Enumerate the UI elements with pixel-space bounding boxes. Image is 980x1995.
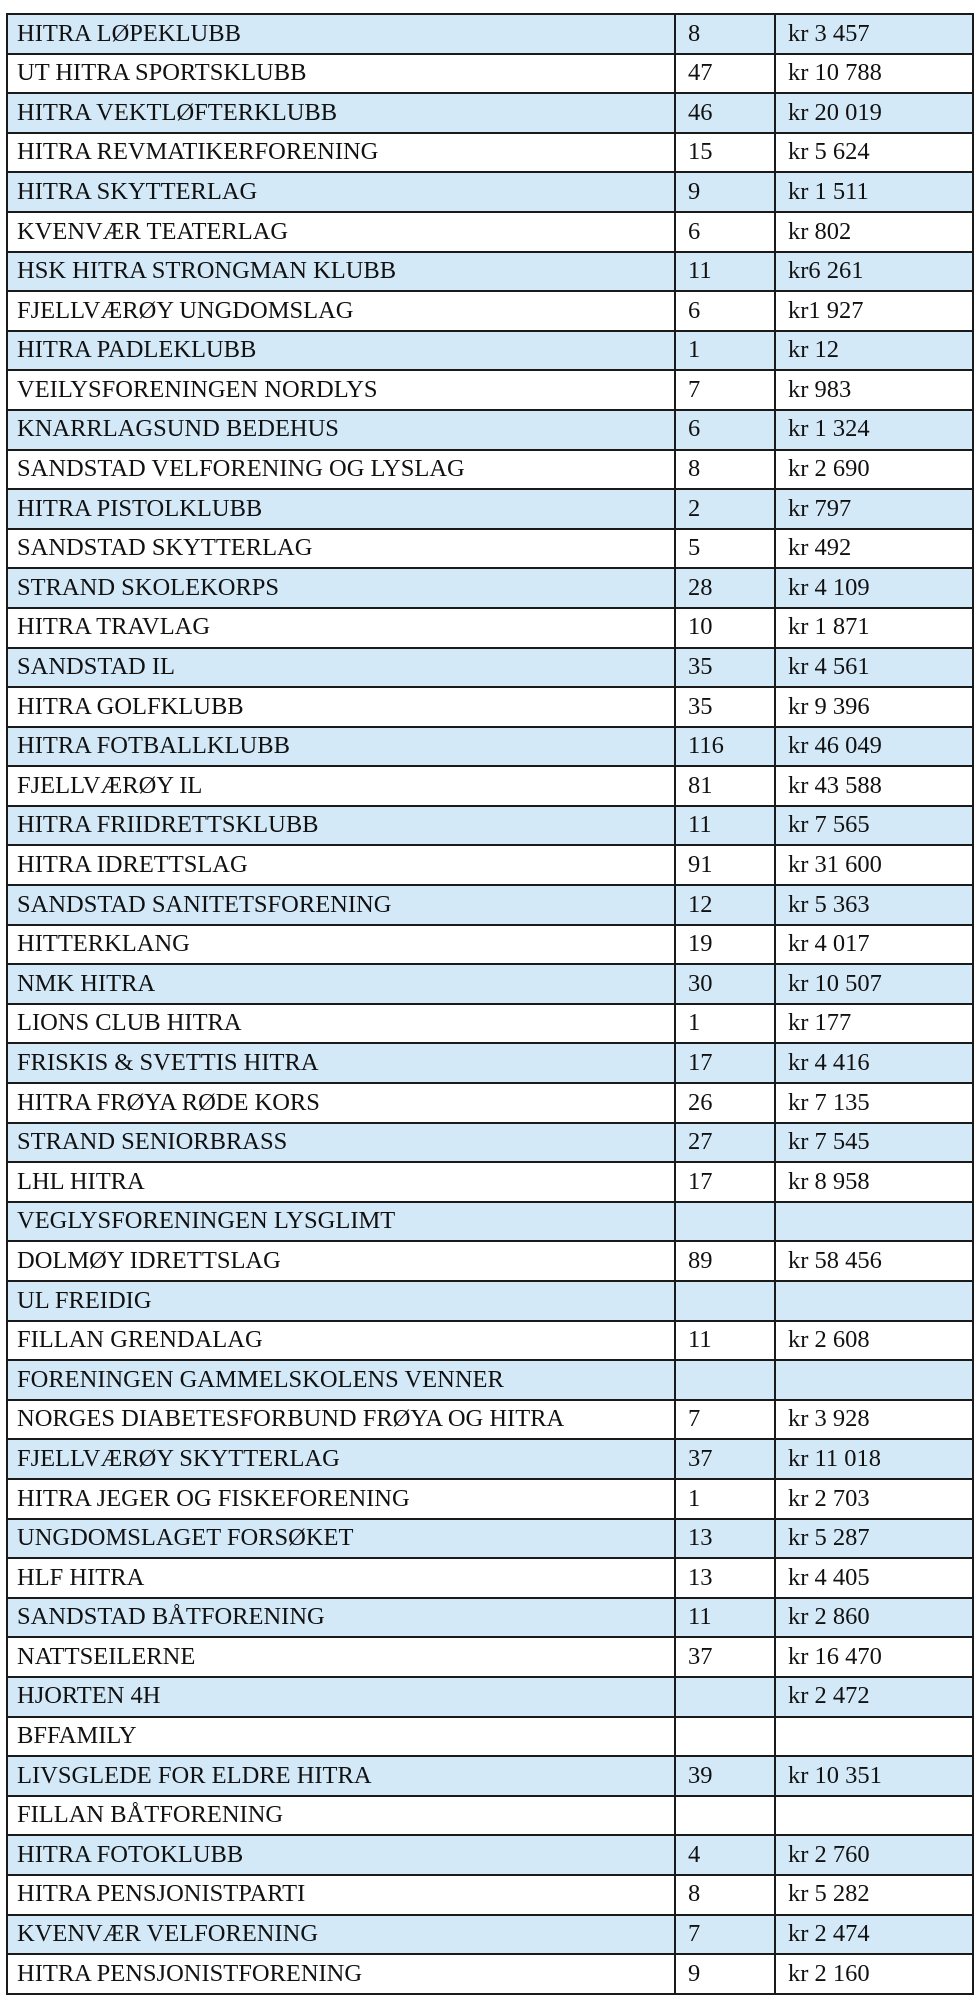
amount-cell: kr 5 282 [775, 1875, 973, 1915]
count-cell: 17 [675, 1043, 775, 1083]
count-cell: 37 [675, 1439, 775, 1479]
organization-name-cell: NATTSEILERNE [7, 1637, 675, 1677]
amount-cell: kr 10 507 [775, 964, 973, 1004]
count-cell: 5 [675, 529, 775, 569]
count-cell [675, 1717, 775, 1757]
organization-name-cell: LHL HITRA [7, 1162, 675, 1202]
organization-name-cell: FJELLVÆRØY SKYTTERLAG [7, 1439, 675, 1479]
table-row [7, 885, 973, 925]
table-row [7, 489, 973, 529]
table-row [7, 410, 973, 450]
amount-cell [775, 1360, 973, 1400]
table-row [7, 1598, 973, 1638]
organization-name-cell: VEGLYSFORENINGEN LYSGLIMT [7, 1202, 675, 1242]
amount-cell: kr 5 287 [775, 1519, 973, 1559]
table-row [7, 608, 973, 648]
count-cell: 9 [675, 1954, 775, 1994]
count-cell: 6 [675, 410, 775, 450]
count-cell: 1 [675, 331, 775, 371]
count-cell: 12 [675, 885, 775, 925]
organization-name-cell: HITRA PENSJONISTFORENING [7, 1954, 675, 1994]
table-row [7, 1558, 973, 1598]
table-row [7, 845, 973, 885]
amount-cell: kr 11 018 [775, 1439, 973, 1479]
count-cell: 6 [675, 291, 775, 331]
amount-cell: kr 2 474 [775, 1915, 973, 1955]
organization-name-cell: HITRA SKYTTERLAG [7, 172, 675, 212]
table-body [7, 14, 973, 1994]
count-cell [675, 1202, 775, 1242]
organization-name-cell: HITRA FRØYA RØDE KORS [7, 1083, 675, 1123]
amount-cell: kr 2 760 [775, 1835, 973, 1875]
table-row [7, 806, 973, 846]
table-row [7, 1954, 973, 1994]
table-row [7, 1004, 973, 1044]
amount-cell: kr 7 545 [775, 1123, 973, 1163]
amount-cell: kr 4 416 [775, 1043, 973, 1083]
table-row [7, 648, 973, 688]
table-row [7, 1717, 973, 1757]
organization-name-cell: SANDSTAD VELFORENING OG LYSLAG [7, 450, 675, 490]
table-row [7, 331, 973, 371]
count-cell: 17 [675, 1162, 775, 1202]
amount-cell: kr 1 324 [775, 410, 973, 450]
amount-cell: kr 7 565 [775, 806, 973, 846]
amount-cell: kr 58 456 [775, 1241, 973, 1281]
table-row [7, 172, 973, 212]
table-row [7, 766, 973, 806]
organization-name-cell: HITTERKLANG [7, 925, 675, 965]
table-row [7, 568, 973, 608]
count-cell: 46 [675, 93, 775, 133]
count-cell: 13 [675, 1558, 775, 1598]
count-cell: 7 [675, 1400, 775, 1440]
amount-cell: kr 5 363 [775, 885, 973, 925]
table-row [7, 529, 973, 569]
organization-name-cell: FJELLVÆRØY IL [7, 766, 675, 806]
amount-cell: kr 10 351 [775, 1756, 973, 1796]
table-row [7, 964, 973, 1004]
count-cell: 47 [675, 54, 775, 94]
count-cell: 11 [675, 1321, 775, 1361]
organization-name-cell: HITRA PENSJONISTPARTI [7, 1875, 675, 1915]
organization-name-cell: HITRA JEGER OG FISKEFORENING [7, 1479, 675, 1519]
amount-cell [775, 1717, 973, 1757]
amount-cell: kr 802 [775, 212, 973, 252]
count-cell [675, 1281, 775, 1321]
organization-name-cell: SANDSTAD BÅTFORENING [7, 1598, 675, 1638]
amount-cell: kr 9 396 [775, 687, 973, 727]
organization-name-cell: UT HITRA SPORTSKLUBB [7, 54, 675, 94]
table-row [7, 1835, 973, 1875]
count-cell: 8 [675, 450, 775, 490]
count-cell: 27 [675, 1123, 775, 1163]
count-cell: 2 [675, 489, 775, 529]
amount-cell: kr6 261 [775, 252, 973, 292]
amount-cell: kr 16 470 [775, 1637, 973, 1677]
organization-name-cell: HSK HITRA STRONGMAN KLUBB [7, 252, 675, 292]
count-cell: 15 [675, 133, 775, 173]
amount-cell: kr 4 405 [775, 1558, 973, 1598]
count-cell: 8 [675, 14, 775, 54]
amount-cell: kr 8 958 [775, 1162, 973, 1202]
amount-cell: kr 177 [775, 1004, 973, 1044]
count-cell: 89 [675, 1241, 775, 1281]
table-row [7, 1360, 973, 1400]
organization-name-cell: HITRA IDRETTSLAG [7, 845, 675, 885]
amount-cell: kr 4 109 [775, 568, 973, 608]
table-row [7, 14, 973, 54]
table-row [7, 1162, 973, 1202]
amount-cell: kr1 927 [775, 291, 973, 331]
table-row [7, 1321, 973, 1361]
organization-name-cell: HITRA FOTOKLUBB [7, 1835, 675, 1875]
count-cell [675, 1796, 775, 1836]
organization-name-cell: HITRA FOTBALLKLUBB [7, 727, 675, 767]
organization-name-cell: FJELLVÆRØY UNGDOMSLAG [7, 291, 675, 331]
table-row [7, 1637, 973, 1677]
amount-cell: kr 4 017 [775, 925, 973, 965]
organization-name-cell: HITRA FRIIDRETTSKLUBB [7, 806, 675, 846]
organization-name-cell: STRAND SENIORBRASS [7, 1123, 675, 1163]
count-cell: 1 [675, 1004, 775, 1044]
amount-cell: kr 2 160 [775, 1954, 973, 1994]
amount-cell: kr 2 703 [775, 1479, 973, 1519]
organization-name-cell: UNGDOMSLAGET FORSØKET [7, 1519, 675, 1559]
amount-cell: kr 10 788 [775, 54, 973, 94]
organization-name-cell: HITRA PISTOLKLUBB [7, 489, 675, 529]
amount-cell: kr 12 [775, 331, 973, 371]
amount-cell: kr 983 [775, 370, 973, 410]
organization-name-cell: LIONS CLUB HITRA [7, 1004, 675, 1044]
count-cell: 11 [675, 252, 775, 292]
table-row [7, 291, 973, 331]
amount-cell: kr 31 600 [775, 845, 973, 885]
count-cell: 4 [675, 1835, 775, 1875]
organization-name-cell: STRAND SKOLEKORPS [7, 568, 675, 608]
table-row [7, 1875, 973, 1915]
table-row [7, 252, 973, 292]
table-row [7, 93, 973, 133]
organization-name-cell: HITRA TRAVLAG [7, 608, 675, 648]
organization-name-cell: HLF HITRA [7, 1558, 675, 1598]
amount-cell: kr 20 019 [775, 93, 973, 133]
table-row [7, 1796, 973, 1836]
table-row [7, 133, 973, 173]
count-cell: 9 [675, 172, 775, 212]
table-row [7, 687, 973, 727]
count-cell: 91 [675, 845, 775, 885]
table-row [7, 1123, 973, 1163]
table-row [7, 727, 973, 767]
amount-cell: kr 3 457 [775, 14, 973, 54]
organization-name-cell: HITRA REVMATIKERFORENING [7, 133, 675, 173]
count-cell: 6 [675, 212, 775, 252]
amount-cell: kr 7 135 [775, 1083, 973, 1123]
table-row [7, 1241, 973, 1281]
organization-name-cell: FORENINGEN GAMMELSKOLENS VENNER [7, 1360, 675, 1400]
table-row [7, 1400, 973, 1440]
amount-cell: kr 2 472 [775, 1677, 973, 1717]
amount-cell: kr 46 049 [775, 727, 973, 767]
count-cell [675, 1360, 775, 1400]
organization-name-cell: LIVSGLEDE FOR ELDRE HITRA [7, 1756, 675, 1796]
count-cell: 81 [675, 766, 775, 806]
organization-name-cell: SANDSTAD SKYTTERLAG [7, 529, 675, 569]
table-row [7, 450, 973, 490]
organization-name-cell: HJORTEN 4H [7, 1677, 675, 1717]
organization-name-cell: FILLAN BÅTFORENING [7, 1796, 675, 1836]
count-cell: 116 [675, 727, 775, 767]
amount-cell: kr 2 690 [775, 450, 973, 490]
count-cell: 19 [675, 925, 775, 965]
organization-name-cell: SANDSTAD SANITETSFORENING [7, 885, 675, 925]
amount-cell: kr 2 608 [775, 1321, 973, 1361]
organization-table [6, 13, 974, 1995]
amount-cell: kr 797 [775, 489, 973, 529]
amount-cell: kr 1 871 [775, 608, 973, 648]
count-cell: 39 [675, 1756, 775, 1796]
table-row [7, 370, 973, 410]
count-cell: 7 [675, 370, 775, 410]
organization-name-cell: UL FREIDIG [7, 1281, 675, 1321]
table-row [7, 54, 973, 94]
table-row [7, 1677, 973, 1717]
count-cell: 11 [675, 1598, 775, 1638]
organization-name-cell: FILLAN GRENDALAG [7, 1321, 675, 1361]
count-cell: 8 [675, 1875, 775, 1915]
organization-name-cell: KNARRLAGSUND BEDEHUS [7, 410, 675, 450]
organization-name-cell: KVENVÆR VELFORENING [7, 1915, 675, 1955]
table-row [7, 1083, 973, 1123]
organization-name-cell: VEILYSFORENINGEN NORDLYS [7, 370, 675, 410]
table-row [7, 1479, 973, 1519]
organization-name-cell: BFFAMILY [7, 1717, 675, 1757]
table-row [7, 925, 973, 965]
table-row [7, 1519, 973, 1559]
table-row [7, 1202, 973, 1242]
count-cell: 10 [675, 608, 775, 648]
table-row [7, 1281, 973, 1321]
count-cell: 7 [675, 1915, 775, 1955]
organization-name-cell: HITRA VEKTLØFTERKLUBB [7, 93, 675, 133]
organization-name-cell: NMK HITRA [7, 964, 675, 1004]
table-row [7, 1043, 973, 1083]
amount-cell: kr 5 624 [775, 133, 973, 173]
amount-cell: kr 4 561 [775, 648, 973, 688]
table-row [7, 1756, 973, 1796]
organization-name-cell: NORGES DIABETESFORBUND FRØYA OG HITRA [7, 1400, 675, 1440]
amount-cell: kr 2 860 [775, 1598, 973, 1638]
table-row [7, 212, 973, 252]
organization-name-cell: DOLMØY IDRETTSLAG [7, 1241, 675, 1281]
amount-cell [775, 1796, 973, 1836]
amount-cell: kr 492 [775, 529, 973, 569]
amount-cell: kr 3 928 [775, 1400, 973, 1440]
count-cell: 11 [675, 806, 775, 846]
count-cell: 30 [675, 964, 775, 1004]
count-cell: 1 [675, 1479, 775, 1519]
amount-cell [775, 1281, 973, 1321]
count-cell: 37 [675, 1637, 775, 1677]
organization-name-cell: HITRA LØPEKLUBB [7, 14, 675, 54]
count-cell: 35 [675, 648, 775, 688]
count-cell: 28 [675, 568, 775, 608]
organization-name-cell: HITRA PADLEKLUBB [7, 331, 675, 371]
count-cell: 13 [675, 1519, 775, 1559]
count-cell [675, 1677, 775, 1717]
count-cell: 26 [675, 1083, 775, 1123]
amount-cell: kr 1 511 [775, 172, 973, 212]
table-row [7, 1915, 973, 1955]
organization-name-cell: SANDSTAD IL [7, 648, 675, 688]
organization-name-cell: FRISKIS & SVETTIS HITRA [7, 1043, 675, 1083]
amount-cell: kr 43 588 [775, 766, 973, 806]
count-cell: 35 [675, 687, 775, 727]
table-row [7, 1439, 973, 1479]
organization-name-cell: KVENVÆR TEATERLAG [7, 212, 675, 252]
organization-name-cell: HITRA GOLFKLUBB [7, 687, 675, 727]
amount-cell [775, 1202, 973, 1242]
